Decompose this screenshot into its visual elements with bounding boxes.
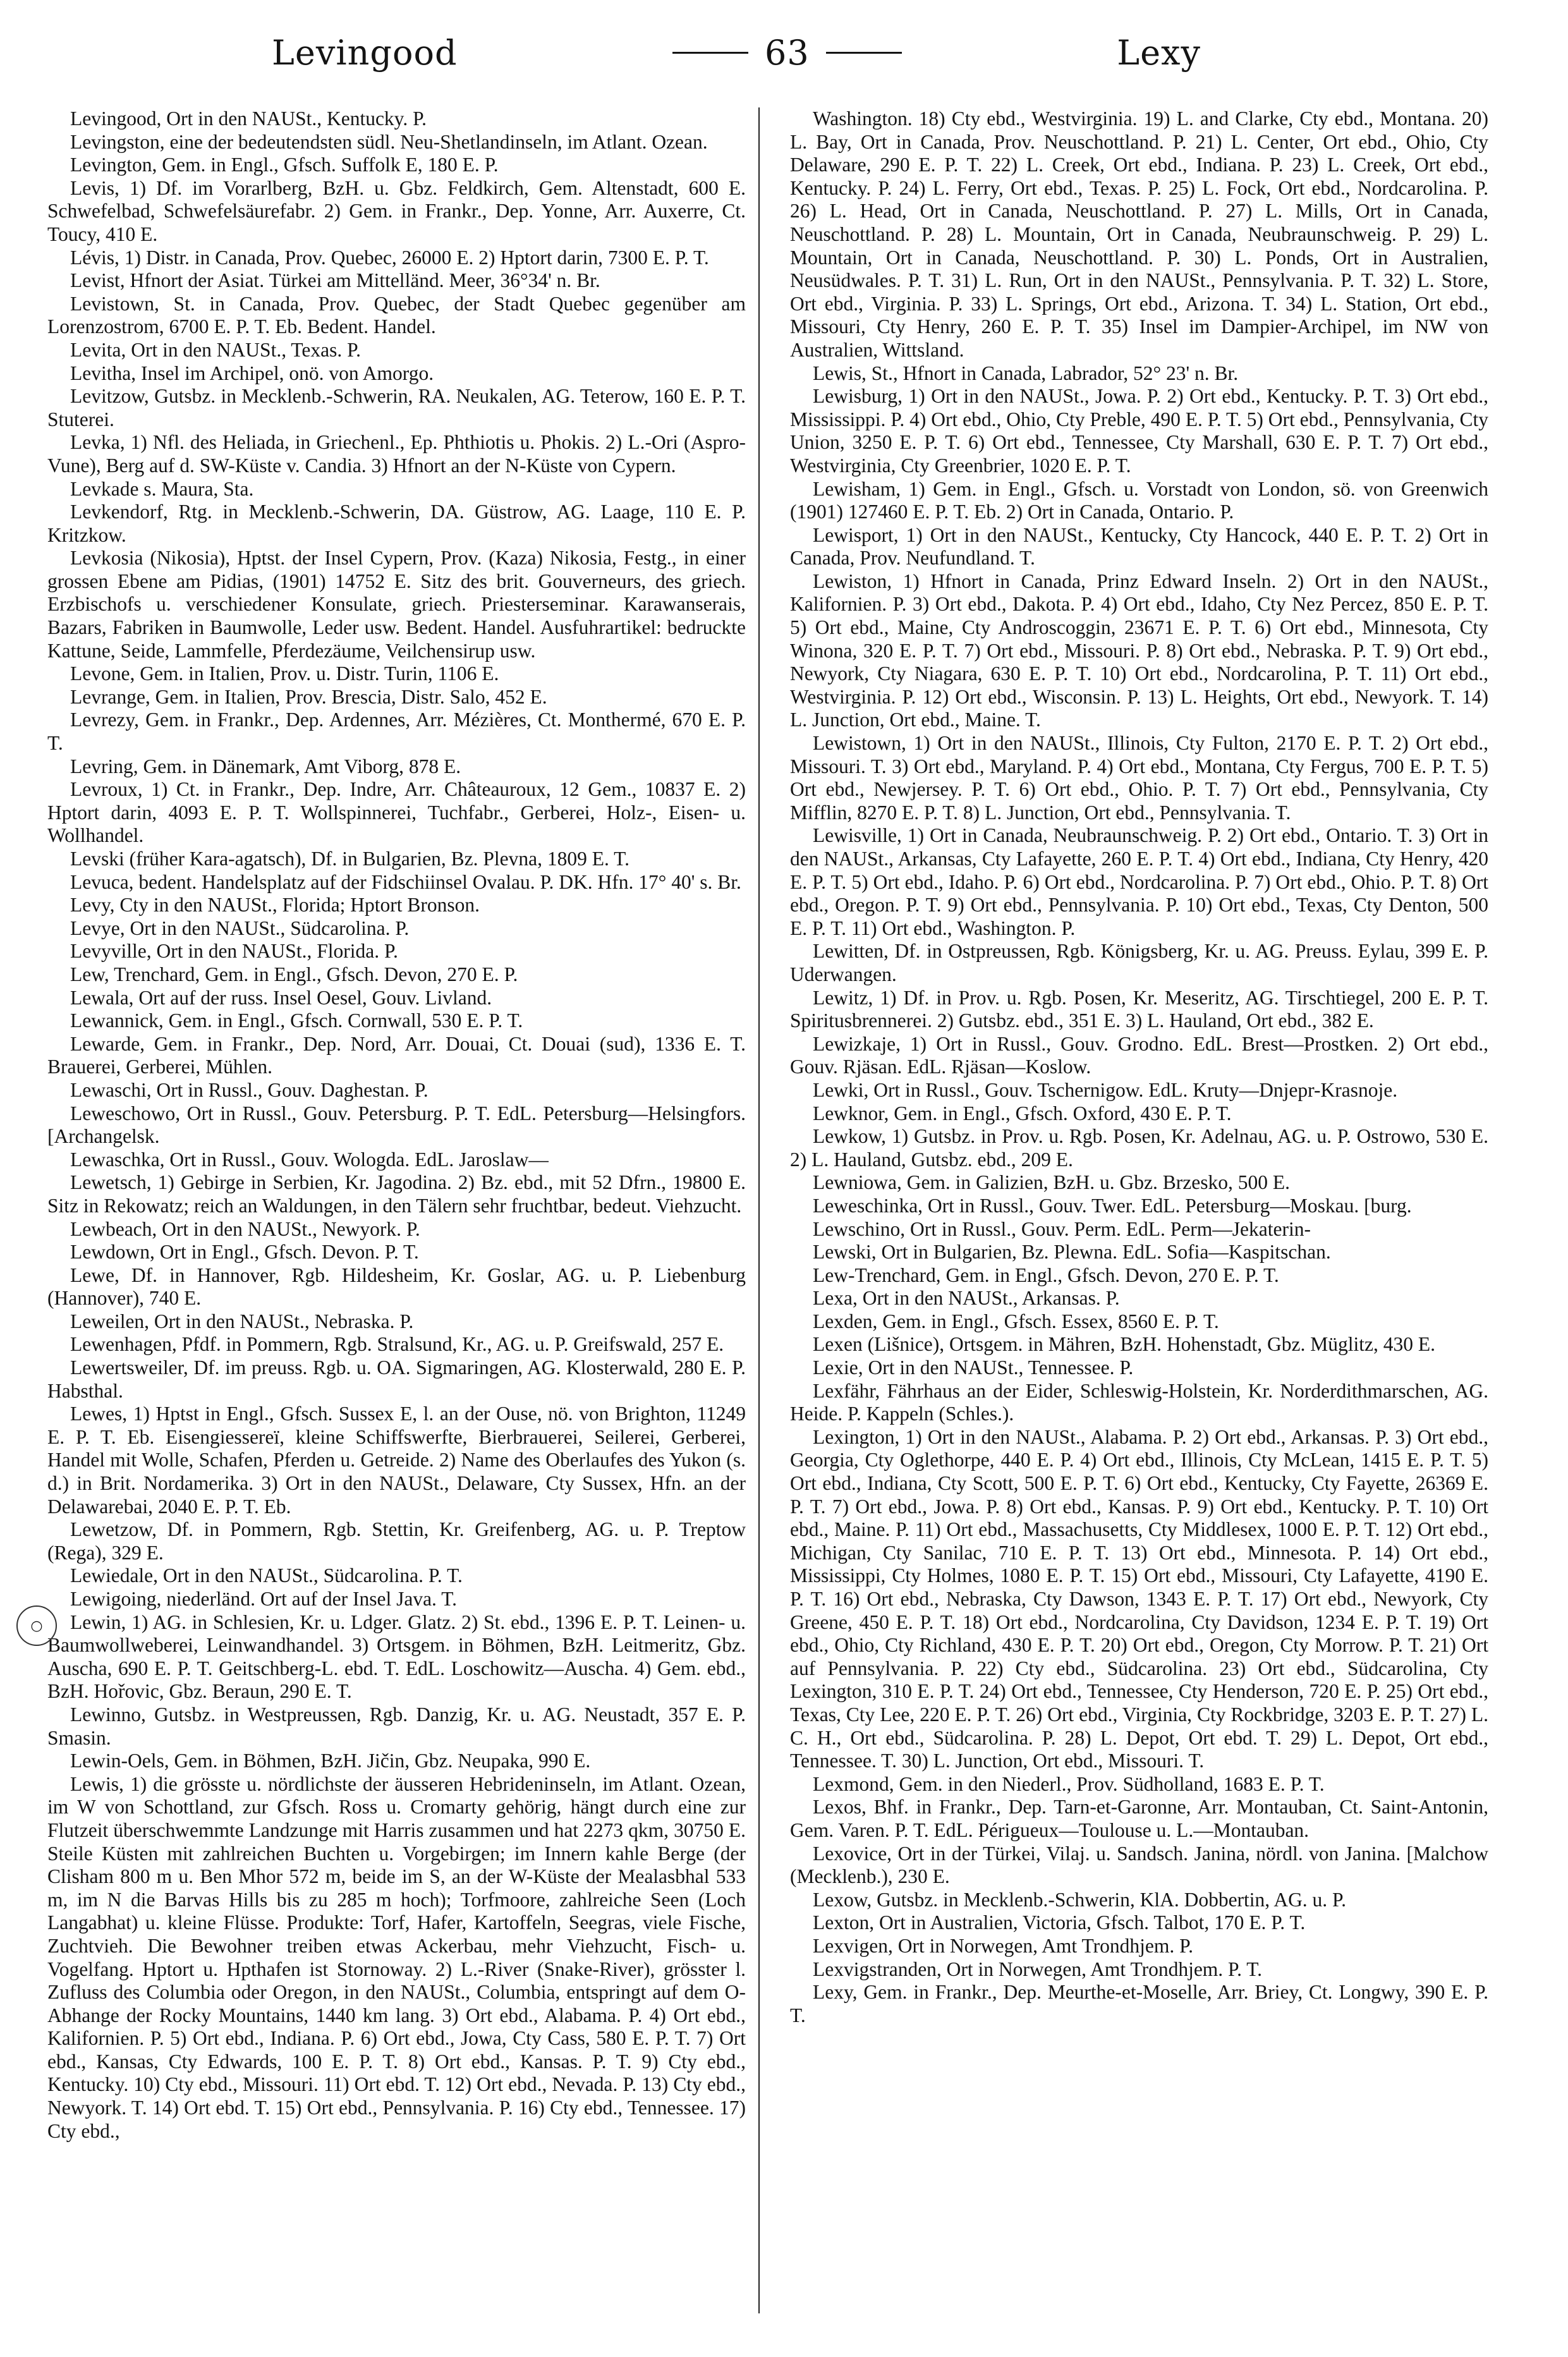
dictionary-entry: Lew-Trenchard, Gem. in Engl., Gfsch. Devon, 270 E. P. T. (813, 1264, 1279, 1286)
dictionary-entry: Lewin, 1) AG. in Schlesien, Kr. u. Ldger. Glatz. 2) St. ebd., 1396 E. P. T. Leinen- u. Baumwollweberei, Leinwandhandel. 3) Ortsgem. in Böhmen, BzH. Leitmeritz, Gbz. Auscha, 690 E. P. T. Geitschberg-L. ebd. T. EdL. Loschowitz—Auscha. 4) Gem. ebd., BzH. Hořovic, Gbz. Beraun, 290 E. T. (47, 1611, 746, 1703)
header-page-number-group (672, 33, 902, 73)
dictionary-entry: Levitzow, Gutsbz. in Mecklenb.-Schwerin, RA. Neukalen, AG. Teterow, 160 E. P. T. Stuterei. (47, 385, 746, 430)
dictionary-entry: Lewetsch, 1) Gebirge in Serbien, Kr. Jagodina. 2) Bz. ebd., mit 52 Dfrn., 19800 E. Sitz in Rekowatz; reich an Waldungen, in den Tälern sehr fruchtbar, bedeut. Viehzucht. (47, 1171, 746, 1217)
right-column (790, 107, 1488, 2320)
margin-stamp: ○ (16, 1605, 57, 1646)
dictionary-entry: Levkade s. Maura, Sta. (70, 477, 254, 500)
column-divider (758, 107, 760, 2313)
dictionary-entry: Lewe, Df. in Hannover, Rgb. Hildesheim, Kr. Goslar, AG. u. P. Liebenburg (Hannover), 740 E. (47, 1264, 746, 1310)
dictionary-entry: Lewistown, 1) Ort in den NAUSt., Illinois, Cty Fulton, 2170 E. P. T. 2) Ort ebd., Missouri. T. 3) Ort ebd., Maryland. P. 4) Ort ebd., Montana, Cty Fergus, 700 E. P. T. 5) Ort ebd., Newjersey. P. T. 6) Ort ebd., Ohio. P. T. 7) Ort ebd., Pennsylvania, Cty Mifflin, 8270 E. P. T. 8) L. Junction, Ort ebd., Pennsylvania. T. (790, 732, 1488, 824)
dictionary-entry: Levingston, eine der bedeutendsten südl. Neu-Shetlandinseln, im Atlant. Ozean. (70, 130, 708, 153)
page-header (272, 23, 1201, 83)
dictionary-entry: Lewaschka, Ort in Russl., Gouv. Wologda. EdL. Jaroslaw— (70, 1148, 549, 1171)
dictionary-entry: Levone, Gem. in Italien, Prov. u. Distr. Turin, 1106 E. (70, 662, 499, 685)
dictionary-entry: Levis, 1) Df. im Vorarlberg, BzH. u. Gbz. Feldkirch, Gem. Altenstadt, 600 E. Schwefelbad, Schwefelsäurefabr. 2) Gem. in Frankr., Dep. Yonne, Arr. Auxerre, Ct. Toucy, 410 E. (47, 176, 746, 245)
dictionary-entry: Lexton, Ort in Australien, Victoria, Gfsch. Talbot, 170 E. P. T. (813, 1911, 1306, 1934)
dictionary-entry: Levrange, Gem. in Italien, Prov. Brescia, Distr. Salo, 452 E. (70, 685, 547, 708)
dictionary-entry: Levist, Hfnort der Asiat. Türkei am Mittelländ. Meer, 36°34' n. Br. (70, 269, 600, 292)
dictionary-entry: Lew, Trenchard, Gem. in Engl., Gfsch. Devon, 270 E. P. (70, 963, 518, 985)
dictionary-entry: Lewniowa, Gem. in Galizien, BzH. u. Gbz. Brzesko, 500 E. (813, 1171, 1290, 1194)
dictionary-entry: Lexie, Ort in den NAUSt., Tennessee. P. (813, 1356, 1134, 1379)
dictionary-entry: Lewisville, 1) Ort in Canada, Neubraunschweig. P. 2) Ort ebd., Ontario. T. 3) Ort in den NAUSt., Arkansas, Cty Lafayette, 260 E. P. T. 4) Ort ebd., Indiana, Cty Henry, 420 E. P. T. 5) Ort ebd., Idaho. P. 6) Ort ebd., Nordcarolina. P. 7) Ort ebd., Ohio. P. T. 8) Ort ebd., Oregon. P. T. 9) Ort ebd., Pennsylvania. P. 10) Ort ebd., Texas, Cty Denton, 500 E. P. T. 11) Ort ebd., Washington. P. (790, 824, 1488, 939)
dictionary-entry: Lexa, Ort in den NAUSt., Arkansas. P. (813, 1287, 1120, 1310)
dictionary-entry: Lexfähr, Fährhaus an der Eider, Schleswig-Holstein, Kr. Norderdithmarschen, AG. Heide. P. Kappeln (Schles.). (790, 1379, 1488, 1425)
dictionary-entry: Lewis, St., Hfnort in Canada, Labrador, 52° 23' n. Br. (813, 362, 1239, 384)
dictionary-entry: Lewin-Oels, Gem. in Böhmen, BzH. Jičin, Gbz. Neupaka, 990 E. (70, 1750, 591, 1772)
dictionary-entry: Lewannick, Gem. in Engl., Gfsch. Cornwall, 530 E. P. T. (70, 1009, 523, 1032)
dictionary-entry: Lewes, 1) Hptst in Engl., Gfsch. Sussex E, l. an der Ouse, nö. von Brighton, 11249 E. P. T. Eb. Eisengiessereï, kleine Schiffswerfte, Bierbrauerei, Seilerei, Gerberei, Handel mit Wolle, Schafen, Pferden u. Getreide. 2) Name des Oberlaufes des Yukon (s. d.) in Brit. Nordamerika. 3) Ort in den NAUSt., Delaware, Cty Sussex, Hfn. an der Delawarebai, 2040 E. P. T. Eb. (47, 1403, 746, 1518)
dictionary-entry: Lexden, Gem. in Engl., Gfsch. Essex, 8560 E. P. T. (813, 1310, 1219, 1332)
dictionary-entry: Lewknor, Gem. in Engl., Gfsch. Oxford, 430 E. P. T. (813, 1102, 1232, 1124)
dictionary-entry: Levka, 1) Nfl. des Heliada, in Griechenl., Ep. Phthiotis u. Phokis. 2) L.-Ori (Aspro-Vune), Berg auf d. SW-Küste v. Candia. 3) Hfnort an der N-Küste von Cypern. (47, 431, 746, 477)
dictionary-entry: Lewis, 1) die grösste u. nördlichste der äusseren Hebrideninseln, im Atlant. Ozean, im W von Schottland, zur Gfsch. Ross u. Cromarty gehörig, hängt durch eine zur Flutzeit überschwemmte Landzunge mit Harris zusammen und hat 2273 qkm, 30750 E. Steile Küsten mit zahlreichen Buchten u. Vorgebirgen; im Innern kahle Berge (der Clisham 800 m u. Ben Mhor 572 m, beide im S, an der W-Küste der Mealasbhal 533 m, im N die Barvas Hills bis zu 285 m hoch); Torfmoore, zahlreiche Seen (Loch Langabhat) u. kleine Flüsse. Produkte: Torf, Hafer, Kartoffeln, Seegras, viele Fische, Zuchtvieh. Die Bewohner treiben etwas Ackerbau, mehr Viehzucht, Fisch- u. Vogelfang. Hptort u. Hpthafen ist Stornoway. 2) L.-River (Snake-River), grösster l. Zufluss des Columbia oder Oregon, in den NAUSt., Columbia, entspringt auf dem O-Abhange der Rocky Mountains, 1440 km lang. 3) Ort ebd., Alabama. P. 4) Ort ebd., Kalifornien. P. 5) Ort ebd., Indiana. P. 6) Ort ebd., Jowa, Cty Cass, 580 E. P. T. 7) Ort ebd., Kansas, Cty Edwards, 100 E. P. T. 8) Ort ebd., Kansas. P. T. 9) Cty ebd., Kentucky. 10) Cty ebd., Missouri. 11) Ort ebd. T. 12) Ort ebd., Nevada. P. 13) Cty ebd., Newyork. T. 14) Ort ebd. T. 15) Ort ebd., Pennsylvania. P. 16) Cty ebd., Tennessee. 17) Cty ebd., (47, 1772, 746, 2142)
dictionary-entry: Washington. 18) Cty ebd., Westvirginia. 19) L. and Clarke, Cty ebd., Montana. 20) L. Bay, Ort in Canada, Prov. Neuschottland. P. 21) L. Center, Ort ebd., Ohio, Cty Delaware, 290 E. P. T. 22) L. Creek, Ort ebd., Indiana. P. 23) L. Creek, Ort ebd., Kentucky. P. 24) L. Ferry, Ort ebd., Texas. P. 25) L. Fock, Ort ebd., Nordcarolina. P. 26) L. Head, Ort in Canada, Neuschottland. P. 27) L. Mills, Ort in Canada, Neuschottland. P. 28) L. Mountain, Ort in Canada, Neubraunschweig. P. 29) L. Mountain, Ort in Canada, Neuschottland. P. 30) L. Ponds, Ort in Australien, Neusüdwales. P. T. 31) L. Run, Ort in den NAUSt., Pennsylvania. P. T. 32) L. Store, Ort ebd., Virginia. P. 33) L. Springs, Ort ebd., Arizona. T. 34) L. Station, Ort ebd., Missouri, Cty Henry, 260 E. P. T. 35) Insel im Dampier-Archipel, im NW von Australien, Wittsland. (790, 107, 1488, 361)
dictionary-entry: Levye, Ort in den NAUSt., Südcarolina. P. (70, 917, 410, 939)
header-left-word: Levingood (272, 33, 458, 73)
dictionary-entry: Levitha, Insel im Archipel, onö. von Amorgo. (70, 362, 434, 384)
dictionary-entry: Lexow, Gutsbz. in Mecklenb.-Schwerin, KlA. Dobbertin, AG. u. P. (813, 1888, 1346, 1911)
dictionary-entry: Lewertsweiler, Df. im preuss. Rgb. u. OA. Sigmaringen, AG. Klosterwald, 280 E. P. Habsthal. (47, 1356, 746, 1402)
dictionary-entry: Levroux, 1) Ct. in Frankr., Dep. Indre, Arr. Châteauroux, 12 Gem., 10837 E. 2) Hptort darin, 4093 E. P. T. Wollspinnerei, Tuchfabr., Gerberei, Holz-, Eisen- u. Wollhandel. (47, 778, 746, 847)
dictionary-entry: Levski (früher Kara-agatsch), Df. in Bulgarien, Bz. Plevna, 1809 E. T. (70, 848, 629, 870)
dictionary-entry: Lewarde, Gem. in Frankr., Dep. Nord, Arr. Douai, Ct. Douai (sud), 1336 E. T. Brauerei, Gerberei, Mühlen. (47, 1032, 746, 1078)
dictionary-entry: Lexen (Lišnice), Ortsgem. in Mähren, BzH. Hohenstadt, Gbz. Müglitz, 430 E. (813, 1333, 1436, 1356)
dictionary-entry: Lewisburg, 1) Ort in den NAUSt., Jowa. P. 2) Ort ebd., Kentucky. P. T. 3) Ort ebd., Mississippi. P. 4) Ort ebd., Ohio, Cty Preble, 490 E. P. T. 5) Ort ebd., Pennsylvania, Cty Union, 3250 E. P. T. 6) Ort ebd., Tennessee, Cty Marshall, 630 E. P. T. 7) Ort ebd., Westvirginia, Cty Greenbrier, 1020 E. P. T. (790, 385, 1488, 477)
dictionary-entry: Levkendorf, Rtg. in Mecklenb.-Schwerin, DA. Güstrow, AG. Laage, 110 E. P. Kritzkow. (47, 501, 746, 546)
dictionary-entry: Lewski, Ort in Bulgarien, Bz. Plewna. EdL. Sofia—Kaspitschan. (813, 1241, 1331, 1264)
dictionary-entry: Lexvigen, Ort in Norwegen, Amt Trondhjem. P. (813, 1934, 1193, 1957)
header-right-word: Lexy (1117, 33, 1201, 73)
dictionary-entry: Levington, Gem. in Engl., Gfsch. Suffolk E, 180 E. P. (70, 154, 499, 176)
dictionary-entry: Lewdown, Ort in Engl., Gfsch. Devon. P. T. (70, 1241, 419, 1264)
dictionary-entry: Lexy, Gem. in Frankr., Dep. Meurthe-et-Moselle, Arr. Briey, Ct. Longwy, 390 E. P. T. (790, 1981, 1488, 2026)
dictionary-entry: Lewizkaje, 1) Ort in Russl., Gouv. Grodno. EdL. Brest—Prostken. 2) Ort ebd., Gouv. Rjäsan. EdL. Rjäsan—Koslow. (790, 1032, 1488, 1078)
dictionary-entry: Lewetzow, Df. in Pommern, Rgb. Stettin, Kr. Greifenberg, AG. u. P. Treptow (Rega), 329 E. (47, 1518, 746, 1564)
dictionary-entry: Levy, Cty in den NAUSt., Florida; Hptort Bronson. (70, 894, 480, 917)
dictionary-entry: Levkosia (Nikosia), Hptst. der Insel Cypern, Prov. (Kaza) Nikosia, Festg., in einer grossen Ebene am Pidias, (1901) 14752 E. Sitz des brit. Gouverneurs, des griech. Erzbischofs u. verschiedener Konsulate, griech. Priesterseminar. Karawanserais, Bazars, Fabriken in Baumwolle, Leder usw. Bedent. Handel. Ausfuhrartikel: bedruckte Kattune, Seide, Lammfelle, Pferdezäume, Veilchensirup usw. (47, 547, 746, 662)
dictionary-entry: Leweschinka, Ort in Russl., Gouv. Twer. EdL. Petersburg—Moskau. [burg. (813, 1194, 1412, 1217)
dictionary-entry: Lewitz, 1) Df. in Prov. u. Rgb. Posen, Kr. Meseritz, AG. Tirschtiegel, 200 E. P. T. Spiritusbrennerei. 2) Gutsbz. ebd., 351 E. 3) L. Hauland, Ort ebd., 382 E. (790, 986, 1488, 1032)
dictionary-entry: Lewiedale, Ort in den NAUSt., Südcarolina. P. T. (70, 1564, 463, 1587)
dictionary-entry: Lewaschi, Ort in Russl., Gouv. Daghestan. P. (70, 1078, 428, 1101)
dictionary-entry: Lewschino, Ort in Russl., Gouv. Perm. EdL. Perm—Jekaterin- (813, 1217, 1311, 1240)
dictionary-entry: Lewenhagen, Pfdf. in Pommern, Rgb. Stralsund, Kr., AG. u. P. Greifswald, 257 E. (70, 1333, 724, 1356)
dictionary-entry: Lexmond, Gem. in den Niederl., Prov. Südholland, 1683 E. P. T. (813, 1772, 1325, 1795)
page-number: 63 (765, 33, 810, 73)
dictionary-entry: Lewisham, 1) Gem. in Engl., Gfsch. u. Vorstadt von London, sö. von Greenwich (1901) 127460 E. P. T. Eb. 2) Ort in Canada, Ontario. P. (790, 477, 1488, 523)
dictionary-entry: Leweilen, Ort in den NAUSt., Nebraska. P. (70, 1310, 414, 1332)
dictionary-entry: Leweschowo, Ort in Russl., Gouv. Petersburg. P. T. EdL. Petersburg—Helsingfors. [Archangelsk. (47, 1102, 746, 1148)
header-dash-right (826, 52, 902, 54)
dictionary-entry: Levyville, Ort in den NAUSt., Florida. P. (70, 940, 398, 963)
dictionary-entry: Lewala, Ort auf der russ. Insel Oesel, Gouv. Livland. (70, 986, 492, 1009)
header-dash-left (672, 52, 748, 54)
dictionary-entry: Lexos, Bhf. in Frankr., Dep. Tarn-et-Garonne, Arr. Montauban, Ct. Saint-Antonin, Gem. Varen. P. T. EdL. Périgueux—Toulouse u. L.—Montauban. (790, 1796, 1488, 1841)
dictionary-entry: Lévis, 1) Distr. in Canada, Prov. Quebec, 26000 E. 2) Hptort darin, 7300 E. P. T. (70, 246, 709, 269)
dictionary-entry: Levistown, St. in Canada, Prov. Quebec, der Stadt Quebec gegenüber am Lorenzostrom, 6700 E. P. T. Eb. Bedent. Handel. (47, 292, 746, 338)
dictionary-entry: Levuca, bedent. Handelsplatz auf der Fidschiinsel Ovalau. P. DK. Hfn. 17° 40' s. Br. (70, 870, 741, 893)
dictionary-entry: Lewki, Ort in Russl., Gouv. Tschernigow. EdL. Kruty—Dnjepr-Krasnoje. (813, 1078, 1398, 1101)
dictionary-entry: Lewiston, 1) Hfnort in Canada, Prinz Edward Inseln. 2) Ort in den NAUSt., Kalifornien. P. 3) Ort ebd., Dakota. P. 4) Ort ebd., Idaho, Cty Nez Percez, 850 E. P. T. 5) Ort ebd., Maine, Cty Androscoggin, 23671 E. P. T. 6) Ort ebd., Minnesota, Cty Winona, 320 E. P. T. 7) Ort ebd., Missouri. P. 8) Ort ebd., Nebraska. P. T. 9) Ort ebd., Newyork, Cty Niagara, 630 E. P. T. 10) Ort ebd., Nordcarolina, P. T. 11) Ort ebd., Westvirginia. P. 12) Ort ebd., Wisconsin. P. 13) L. Heights, Ort ebd., Newyork. T. 14) L. Junction, Ort ebd., Maine. T. (790, 569, 1488, 731)
dictionary-entry: Levrezy, Gem. in Frankr., Dep. Ardennes, Arr. Mézières, Ct. Monthermé, 670 E. P. T. (47, 709, 746, 755)
dictionary-entry: Lewbeach, Ort in den NAUSt., Newyork. P. (70, 1217, 420, 1240)
dictionary-entry: Lewkow, 1) Gutsbz. in Prov. u. Rgb. Posen, Kr. Adelnau, AG. u. P. Ostrowo, 530 E. 2) L. Hauland, Gutsbz. ebd., 209 E. (790, 1125, 1488, 1171)
dictionary-entry: Levring, Gem. in Dänemark, Amt Viborg, 878 E. (70, 755, 461, 777)
left-column (47, 107, 746, 2320)
dictionary-entry: Lewinno, Gutsbz. in Westpreussen, Rgb. Danzig, Kr. u. AG. Neustadt, 357 E. P. Smasin. (47, 1703, 746, 1749)
dictionary-entry: Levita, Ort in den NAUSt., Texas. P. (70, 338, 362, 361)
dictionary-entry: Lewisport, 1) Ort in den NAUSt., Kentucky, Cty Hancock, 440 E. P. T. 2) Ort in Canada, Prov. Neufundland. T. (790, 523, 1488, 569)
dictionary-entry: Lexington, 1) Ort in den NAUSt., Alabama. P. 2) Ort ebd., Arkansas. P. 3) Ort ebd., Georgia, Cty Oglethorpe, 440 E. P. 4) Ort ebd., Illinois, Cty McLean, 1415 E. P. T. 5) Ort ebd., Indiana, Cty Scott, 500 E. P. T. 6) Ort ebd., Kentucky, Cty Fayette, 26369 E. P. T. 7) Ort ebd., Jowa. P. 8) Ort ebd., Kansas. P. 9) Ort ebd., Kentucky. P. T. 10) Ort ebd., Maine. P. 11) Ort ebd., Massachusetts, Cty Middlesex, 1000 E. P. T. 12) Ort ebd., Michigan, Cty Sanilac, 710 E. P. T. 13) Ort ebd., Minnesota. P. 14) Ort ebd., Mississippi, Cty Holmes, 1080 E. P. T. 15) Ort ebd., Missouri, Cty Lafayette, 4190 E. P. T. 16) Ort ebd., Nebraska, Cty Dawson, 1343 E. P. T. 17) Ort ebd., Newyork, Cty Greene, 450 E. P. T. 18) Ort ebd., Nordcarolina, Cty Davidson, 1234 E. P. T. 19) Ort ebd., Ohio, Cty Richland, 430 E. P. T. 20) Ort ebd., Oregon, Cty Morrow. P. T. 21) Ort auf Pennsylvania. P. 22) Cty ebd., Südcarolina. 23) Ort ebd., Südcarolina, Cty Lexington, 310 E. P. T. 24) Ort ebd., Tennessee, Cty Henderson, 720 E. P. 25) Ort ebd., Texas, Cty Lee, 220 E. P. T. 26) Ort ebd., Virginia, Cty Rockbridge, 3203 E. P. T. 27) L. C. H., Ort ebd., Südcarolina. P. 28) L. Depot, Ort ebd. T. 29) L. Depot, Ort ebd., Tennessee. T. 30) L. Junction, Ort ebd., Missouri. T. (790, 1425, 1488, 1772)
dictionary-entry: Lexovice, Ort in der Türkei, Vilaj. u. Sandsch. Janina, nördl. von Janina. [Malchow (Mecklenb.), 230 E. (790, 1842, 1488, 1888)
dictionary-entry: Levingood, Ort in den NAUSt., Kentucky. P. (70, 107, 427, 130)
dictionary-entry: Lexvigstranden, Ort in Norwegen, Amt Trondhjem. P. T. (813, 1958, 1263, 1980)
dictionary-entry: Lewigoing, niederländ. Ort auf der Insel Java. T. (70, 1588, 458, 1610)
dictionary-entry: Lewitten, Df. in Ostpreussen, Rgb. Königsberg, Kr. u. AG. Preuss. Eylau, 399 E. P. Uderwangen. (790, 940, 1488, 985)
